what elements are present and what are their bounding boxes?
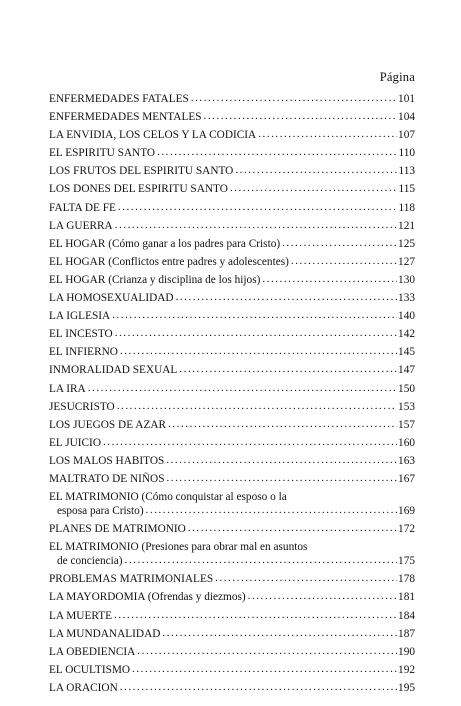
toc-entry-page-number: 178 bbox=[398, 573, 415, 586]
toc-entry bbox=[49, 681, 415, 695]
dot-leader bbox=[132, 666, 397, 677]
toc-entry-page-number: 163 bbox=[398, 454, 415, 467]
toc-entry-title: LA IRA bbox=[49, 382, 86, 395]
toc-entry-title: LA MUNDANALIDAD bbox=[49, 627, 161, 640]
toc-entry-page-number: 187 bbox=[398, 627, 415, 640]
dot-leader bbox=[188, 525, 397, 536]
toc-entry-title: LOS JUEGOS DE AZAR bbox=[49, 418, 167, 431]
dot-leader bbox=[215, 575, 397, 586]
toc-entry bbox=[49, 291, 415, 305]
toc-entry-page-number: 130 bbox=[398, 273, 415, 286]
toc-entry-page-number: 118 bbox=[398, 201, 415, 214]
dot-leader bbox=[191, 95, 397, 106]
toc-entry-page-number: 113 bbox=[398, 165, 415, 178]
toc-entry-title: EL HOGAR (Conflictos entre padres y adolescentes) bbox=[49, 255, 289, 268]
toc-entry-page-number: 107 bbox=[398, 129, 415, 142]
toc-entry-title: FALTA DE FE bbox=[49, 201, 116, 214]
dot-leader bbox=[168, 421, 397, 432]
dot-leader bbox=[103, 439, 397, 450]
toc-entry-page-number: 192 bbox=[398, 663, 415, 676]
toc-entry bbox=[49, 327, 415, 341]
toc-entry-title: ENFERMEDADES FATALES bbox=[49, 93, 189, 105]
toc-entry-page-number: 157 bbox=[398, 418, 415, 431]
toc-entry bbox=[49, 490, 415, 518]
toc-entry-title: LA ORACION bbox=[49, 681, 118, 694]
dot-leader bbox=[115, 330, 397, 341]
toc-entry-title: LA MAYORDOMIA (Ofrendas y diezmos) bbox=[49, 591, 246, 604]
toc-entry bbox=[49, 92, 415, 106]
toc-entry bbox=[49, 590, 415, 604]
toc-entry-page-number: 110 bbox=[398, 147, 415, 160]
toc-entry-title: LOS FRUTOS DEL ESPIRITU SANTO bbox=[49, 165, 234, 178]
toc-entry-page-number: 184 bbox=[398, 609, 415, 622]
toc-entry-page-number: 190 bbox=[398, 645, 415, 658]
toc-entry bbox=[49, 454, 415, 468]
toc-entry-title: EL INFIERNO bbox=[49, 346, 118, 359]
page-column-header: Página bbox=[379, 70, 415, 84]
toc-entry-title: LA MUERTE bbox=[49, 609, 113, 622]
toc-entry bbox=[49, 182, 415, 196]
dot-leader bbox=[162, 630, 397, 641]
toc-entry bbox=[49, 418, 415, 432]
toc-entry-title: LA OBEDIENCIA bbox=[49, 645, 136, 658]
toc-entry bbox=[49, 627, 415, 641]
dot-leader bbox=[258, 131, 397, 142]
toc-entry-title: EL JUICIO bbox=[49, 436, 101, 449]
toc-entry bbox=[49, 540, 415, 568]
dot-leader bbox=[248, 593, 397, 604]
toc-entry bbox=[49, 436, 415, 450]
dot-leader bbox=[291, 258, 397, 269]
dot-leader bbox=[120, 348, 397, 359]
toc-entry bbox=[49, 201, 415, 215]
toc-entry-title: LOS DONES DEL ESPIRITU SANTO bbox=[49, 183, 228, 196]
toc-entry bbox=[49, 219, 415, 233]
table-of-contents bbox=[49, 92, 415, 699]
dot-leader bbox=[262, 276, 397, 287]
dot-leader bbox=[88, 385, 397, 396]
dot-leader bbox=[137, 648, 397, 659]
toc-entry-page-number: 115 bbox=[398, 183, 415, 196]
toc-entry-title: LOS MALOS HABITOS bbox=[49, 454, 165, 467]
toc-entry-page-number: 172 bbox=[398, 523, 415, 536]
toc-entry-page-number: 140 bbox=[398, 310, 415, 323]
toc-entry-title: INMORALIDAD SEXUAL bbox=[49, 364, 178, 377]
toc-entry-title: EL MATRIMONIO (Presiones para obrar mal en asuntos bbox=[49, 541, 308, 554]
toc-entry bbox=[49, 110, 415, 124]
dot-leader bbox=[235, 167, 397, 178]
dot-leader bbox=[167, 475, 398, 486]
toc-entry-page-number: 160 bbox=[398, 436, 415, 449]
toc-entry-continuation bbox=[49, 554, 415, 568]
toc-entry bbox=[49, 128, 415, 142]
toc-entry-page-number: 169 bbox=[398, 505, 415, 518]
toc-entry-page-number: 153 bbox=[398, 400, 415, 413]
toc-entry-title: PROBLEMAS MATRIMONIALES bbox=[49, 573, 214, 586]
toc-entry bbox=[49, 309, 415, 323]
toc-entry-title: esposa para Cristo) bbox=[57, 505, 144, 518]
dot-leader bbox=[118, 204, 398, 215]
toc-entry bbox=[49, 522, 415, 536]
dot-leader bbox=[117, 403, 397, 414]
toc-entry bbox=[49, 472, 415, 486]
toc-entry bbox=[49, 255, 415, 269]
toc-entry-title: LA GUERRA bbox=[49, 219, 113, 232]
toc-entry bbox=[49, 400, 415, 414]
toc-entry bbox=[49, 645, 415, 659]
toc-entry-page-number: 133 bbox=[398, 292, 415, 305]
toc-entry bbox=[49, 345, 415, 359]
toc-entry bbox=[49, 663, 415, 677]
dot-leader bbox=[114, 612, 397, 623]
dot-leader bbox=[179, 366, 397, 377]
toc-entry-page-number: 175 bbox=[398, 555, 415, 568]
toc-entry-page-number: 147 bbox=[398, 364, 415, 377]
toc-entry bbox=[49, 164, 415, 178]
dot-leader bbox=[146, 507, 397, 518]
dot-leader bbox=[112, 312, 397, 323]
toc-entry-title: EL HOGAR (Cómo ganar a los padres para Cristo) bbox=[49, 237, 281, 250]
toc-entry-page-number: 104 bbox=[398, 111, 415, 124]
toc-entry-title: EL MATRIMONIO (Cómo conquistar al esposo o la bbox=[49, 491, 287, 504]
dot-leader bbox=[204, 113, 398, 124]
toc-entry-title: EL HOGAR (Crianza y disciplina de los hijos) bbox=[49, 273, 261, 286]
toc-entry-title: EL OCULTISMO bbox=[49, 663, 131, 676]
toc-entry-title: de conciencia) bbox=[57, 555, 123, 568]
toc-entry-page-number: 142 bbox=[398, 328, 415, 341]
toc-entry-page-number: 181 bbox=[398, 591, 415, 604]
dot-leader bbox=[176, 294, 397, 305]
toc-entry-page-number: 101 bbox=[398, 93, 415, 105]
toc-entry-title: LA ENVIDIA, LOS CELOS Y LA CODICIA bbox=[49, 129, 257, 142]
toc-entry-page-number: 121 bbox=[398, 219, 415, 232]
toc-entry-page-number: 145 bbox=[398, 346, 415, 359]
toc-entry-page-number: 150 bbox=[398, 382, 415, 395]
dot-leader bbox=[282, 240, 397, 251]
toc-entry-continuation bbox=[49, 504, 415, 518]
toc-entry-title: JESUCRISTO bbox=[49, 400, 115, 413]
toc-entry-page-number: 167 bbox=[398, 472, 415, 485]
toc-entry-title: PLANES DE MATRIMONIO bbox=[49, 523, 186, 536]
toc-entry-title: EL INCESTO bbox=[49, 328, 113, 341]
toc-entry bbox=[49, 273, 415, 287]
toc-entry-title: LA IGLESIA bbox=[49, 310, 111, 323]
dot-leader bbox=[230, 185, 398, 196]
toc-entry-page-number: 125 bbox=[398, 237, 415, 250]
toc-entry bbox=[49, 382, 415, 396]
toc-entry-title: LA HOMOSEXUALIDAD bbox=[49, 292, 174, 305]
toc-entry-page-number: 127 bbox=[398, 255, 415, 268]
toc-entry bbox=[49, 146, 415, 160]
dot-leader bbox=[157, 149, 397, 160]
toc-entry bbox=[49, 609, 415, 623]
dot-leader bbox=[166, 457, 397, 468]
toc-entry-title: EL ESPIRITU SANTO bbox=[49, 147, 156, 160]
toc-entry bbox=[49, 572, 415, 586]
toc-entry-title: ENFERMEDADES MENTALES bbox=[49, 111, 202, 124]
toc-entry-page-number: 195 bbox=[398, 681, 415, 694]
dot-leader bbox=[120, 684, 397, 695]
toc-entry bbox=[49, 363, 415, 377]
toc-entry bbox=[49, 237, 415, 251]
dot-leader bbox=[115, 222, 397, 233]
dot-leader bbox=[125, 557, 398, 568]
toc-entry-title: MALTRATO DE NIÑOS bbox=[49, 472, 165, 485]
